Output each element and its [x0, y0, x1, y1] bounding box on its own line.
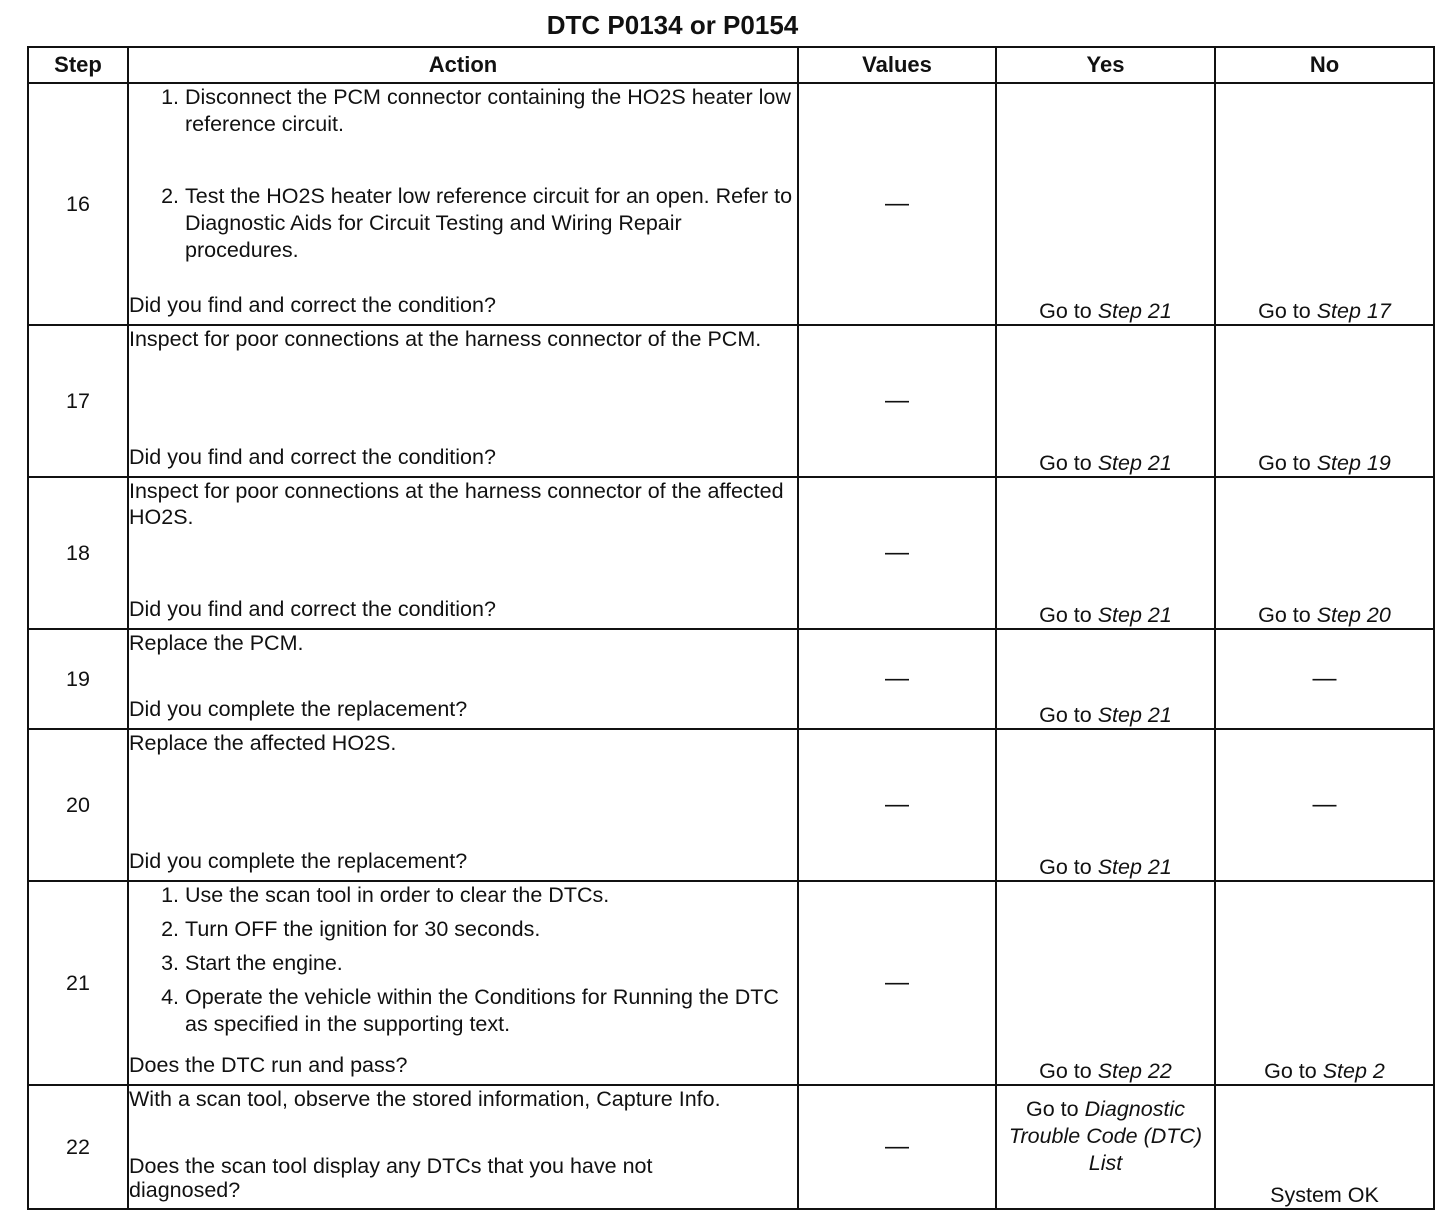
no-cell: System OK — [1215, 1085, 1434, 1209]
table-row-step-17 — [28, 325, 1434, 477]
yes-dtc-list-link[interactable]: Diagnostic Trouble Code (DTC) List — [1008, 1097, 1203, 1175]
action-question: Did you complete the replacement? — [129, 849, 468, 873]
yes-step-link[interactable]: Step 21 — [1097, 703, 1172, 727]
action-item: 2. Test the HO2S heater low reference circuit for an open. Refer to Diagnostic Aids for Circuit Testing and Wiring Repair procedures. — [185, 183, 797, 264]
action-question: Does the DTC run and pass? — [129, 1053, 408, 1077]
action-cell — [128, 629, 798, 729]
no-cell — [1215, 881, 1434, 1085]
action-text: Inspect for poor connections at the harness connector of the PCM. — [129, 327, 762, 351]
action-item: 1. Use the scan tool in order to clear the DTCs. — [185, 882, 797, 909]
action-list — [129, 882, 797, 1038]
yes-step-link[interactable]: Step 21 — [1097, 299, 1172, 323]
table-row-step-19 — [28, 629, 1434, 729]
yes-cell — [996, 629, 1215, 729]
action-question: Does the scan tool display any DTCs that you have not diagnosed? — [129, 1154, 653, 1202]
action-cell — [128, 477, 798, 629]
step-number: 17 — [28, 325, 128, 477]
action-cell — [128, 325, 798, 477]
yes-prefix: Go to — [1026, 1097, 1085, 1121]
yes-step-link[interactable]: Step 21 — [1097, 855, 1172, 879]
header-no: No — [1215, 47, 1434, 83]
table-row-step-16 — [28, 83, 1434, 325]
header-yes: Yes — [996, 47, 1215, 83]
step-number: 22 — [28, 1085, 128, 1209]
yes-cell — [996, 881, 1215, 1085]
yes-prefix: Go to — [1039, 703, 1098, 727]
no-step-link[interactable]: Step 17 — [1316, 299, 1391, 323]
action-item: 4. Operate the vehicle within the Conditions for Running the DTC as specified in the supporting text. — [185, 984, 797, 1038]
no-cell — [1215, 83, 1434, 325]
value-cell: — — [798, 629, 996, 729]
step-number: 16 — [28, 83, 128, 325]
action-list — [129, 84, 797, 264]
no-cell — [1215, 325, 1434, 477]
no-prefix: Go to — [1258, 299, 1317, 323]
yes-cell — [996, 1085, 1215, 1209]
yes-cell — [996, 83, 1215, 325]
yes-prefix: Go to — [1039, 603, 1098, 627]
diagnostic-table — [27, 46, 1435, 1210]
action-text: Inspect for poor connections at the harness connector of the affected HO2S. — [129, 479, 784, 529]
action-text: Replace the PCM. — [129, 631, 304, 655]
yes-prefix: Go to — [1039, 451, 1098, 475]
step-number: 19 — [28, 629, 128, 729]
step-number: 18 — [28, 477, 128, 629]
action-text: Replace the affected HO2S. — [129, 731, 397, 755]
no-prefix: Go to — [1258, 603, 1317, 627]
action-cell — [128, 881, 798, 1085]
action-text: With a scan tool, observe the stored information, Capture Info. — [129, 1087, 721, 1111]
step-number: 20 — [28, 729, 128, 881]
yes-prefix: Go to — [1039, 299, 1098, 323]
action-cell — [128, 729, 798, 881]
action-item: 3. Start the engine. — [185, 950, 797, 977]
no-cell: — — [1215, 729, 1434, 881]
header-step: Step — [28, 47, 128, 83]
no-step-link[interactable]: Step 19 — [1316, 451, 1391, 475]
value-cell: — — [798, 325, 996, 477]
yes-step-link[interactable]: Step 21 — [1097, 603, 1172, 627]
action-item: 2. Turn OFF the ignition for 30 seconds. — [185, 916, 797, 943]
table-row-step-21 — [28, 881, 1434, 1085]
yes-step-link[interactable]: Step 22 — [1097, 1059, 1172, 1083]
no-prefix: Go to — [1264, 1059, 1323, 1083]
action-question: Did you find and correct the condition? — [129, 445, 496, 469]
value-cell: — — [798, 477, 996, 629]
action-cell — [128, 1085, 798, 1209]
page-title: DTC P0134 or P0154 — [546, 10, 799, 40]
action-question: Did you find and correct the condition? — [129, 597, 496, 621]
value-cell: — — [798, 729, 996, 881]
value-cell: — — [798, 83, 996, 325]
header-row — [28, 47, 1434, 83]
table-row-step-20 — [28, 729, 1434, 881]
no-step-link[interactable]: Step 20 — [1316, 603, 1391, 627]
action-cell — [128, 83, 798, 325]
yes-cell — [996, 325, 1215, 477]
no-cell — [1215, 477, 1434, 629]
no-prefix: Go to — [1258, 451, 1317, 475]
yes-prefix: Go to — [1039, 855, 1098, 879]
value-cell: — — [798, 1085, 996, 1209]
yes-cell — [996, 477, 1215, 629]
value-cell: — — [798, 881, 996, 1085]
action-question: Did you complete the replacement? — [129, 697, 468, 721]
yes-cell — [996, 729, 1215, 881]
no-cell: — — [1215, 629, 1434, 729]
action-item: 1. Disconnect the PCM connector containing the HO2S heater low reference circuit. — [185, 84, 797, 138]
action-question: Did you find and correct the condition? — [129, 293, 496, 317]
header-action: Action — [128, 47, 798, 83]
step-number: 21 — [28, 881, 128, 1085]
yes-step-link[interactable]: Step 21 — [1097, 451, 1172, 475]
table-row-step-18 — [28, 477, 1434, 629]
yes-prefix: Go to — [1039, 1059, 1098, 1083]
table-row-step-22 — [28, 1085, 1434, 1209]
header-values: Values — [798, 47, 996, 83]
no-step-link[interactable]: Step 2 — [1322, 1059, 1385, 1083]
